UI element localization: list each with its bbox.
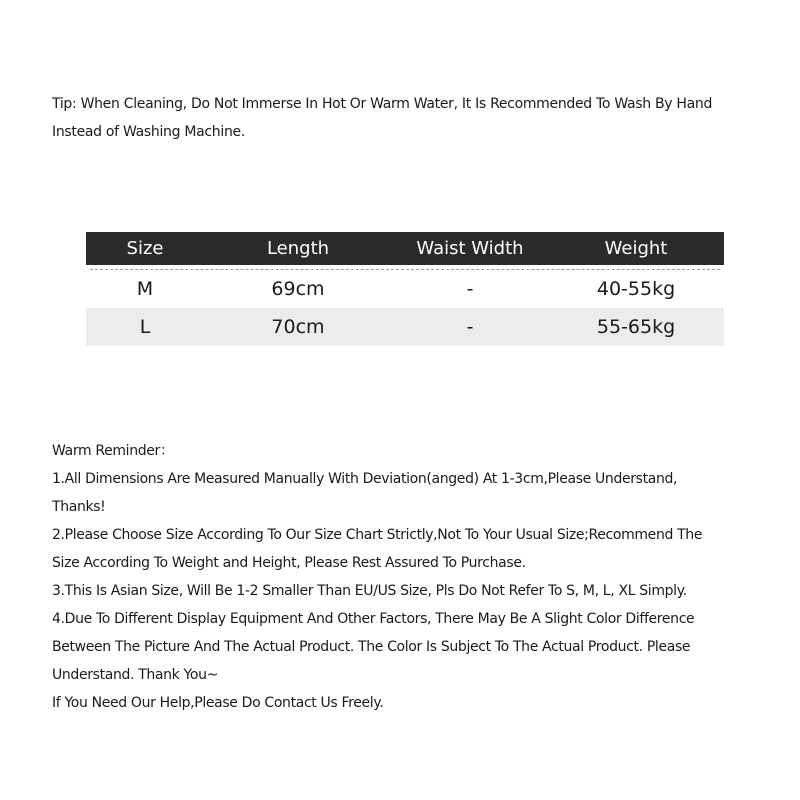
cleaning-tip [52, 90, 772, 146]
warm-reminder [52, 437, 772, 717]
header-waist-width: Waist Width [416, 238, 524, 259]
cell-waist-width: - [466, 278, 474, 300]
size-chart-table [86, 232, 724, 346]
table-row [86, 270, 724, 308]
reminder-line: 1.All Dimensions Are Measured Manually With Deviation(anged) At 1-3cm,Please Understand, [52, 471, 678, 487]
cell-weight: 40-55kg [596, 278, 676, 300]
reminder-line: 4.Due To Different Display Equipment And Other Factors, There May Be A Slight Color Difference [52, 611, 695, 627]
cell-size: L [139, 316, 151, 338]
cleaning-tip-line-1: Tip: When Cleaning, Do Not Immerse In Hot Or Warm Water, It Is Recommended To Wash By Hand [52, 96, 713, 112]
reminder-line: 2.Please Choose Size According To Our Size Chart Strictly,Not To Your Usual Size;Recommend The [52, 527, 703, 543]
reminder-line: Between The Picture And The Actual Product. The Color Is Subject To The Actual Product. Please [52, 639, 691, 655]
cleaning-tip-line-2: Instead of Washing Machine. [52, 124, 246, 140]
cell-weight: 55-65kg [596, 316, 676, 338]
cell-length: 70cm [271, 316, 325, 338]
header-size: Size [126, 238, 164, 259]
reminder-line: 3.This Is Asian Size, Will Be 1-2 Smaller Than EU/US Size, Pls Do Not Refer To S, M, L, XL Simply. [52, 583, 687, 599]
header-length: Length [266, 238, 330, 259]
reminder-line: Understand. Thank You~ [52, 667, 218, 683]
reminder-line: Thanks! [52, 499, 106, 515]
size-chart-header-row [86, 232, 724, 265]
cell-length: 69cm [271, 278, 325, 300]
header-weight: Weight [604, 238, 668, 259]
cell-waist-width: - [466, 316, 474, 338]
reminder-line: Size According To Weight and Height, Please Rest Assured To Purchase. [52, 555, 526, 571]
cell-size: M [136, 278, 154, 300]
warm-reminder-title: Warm Reminder： [52, 443, 174, 459]
reminder-line: If You Need Our Help,Please Do Contact Us Freely. [52, 695, 384, 711]
table-row [86, 308, 724, 346]
